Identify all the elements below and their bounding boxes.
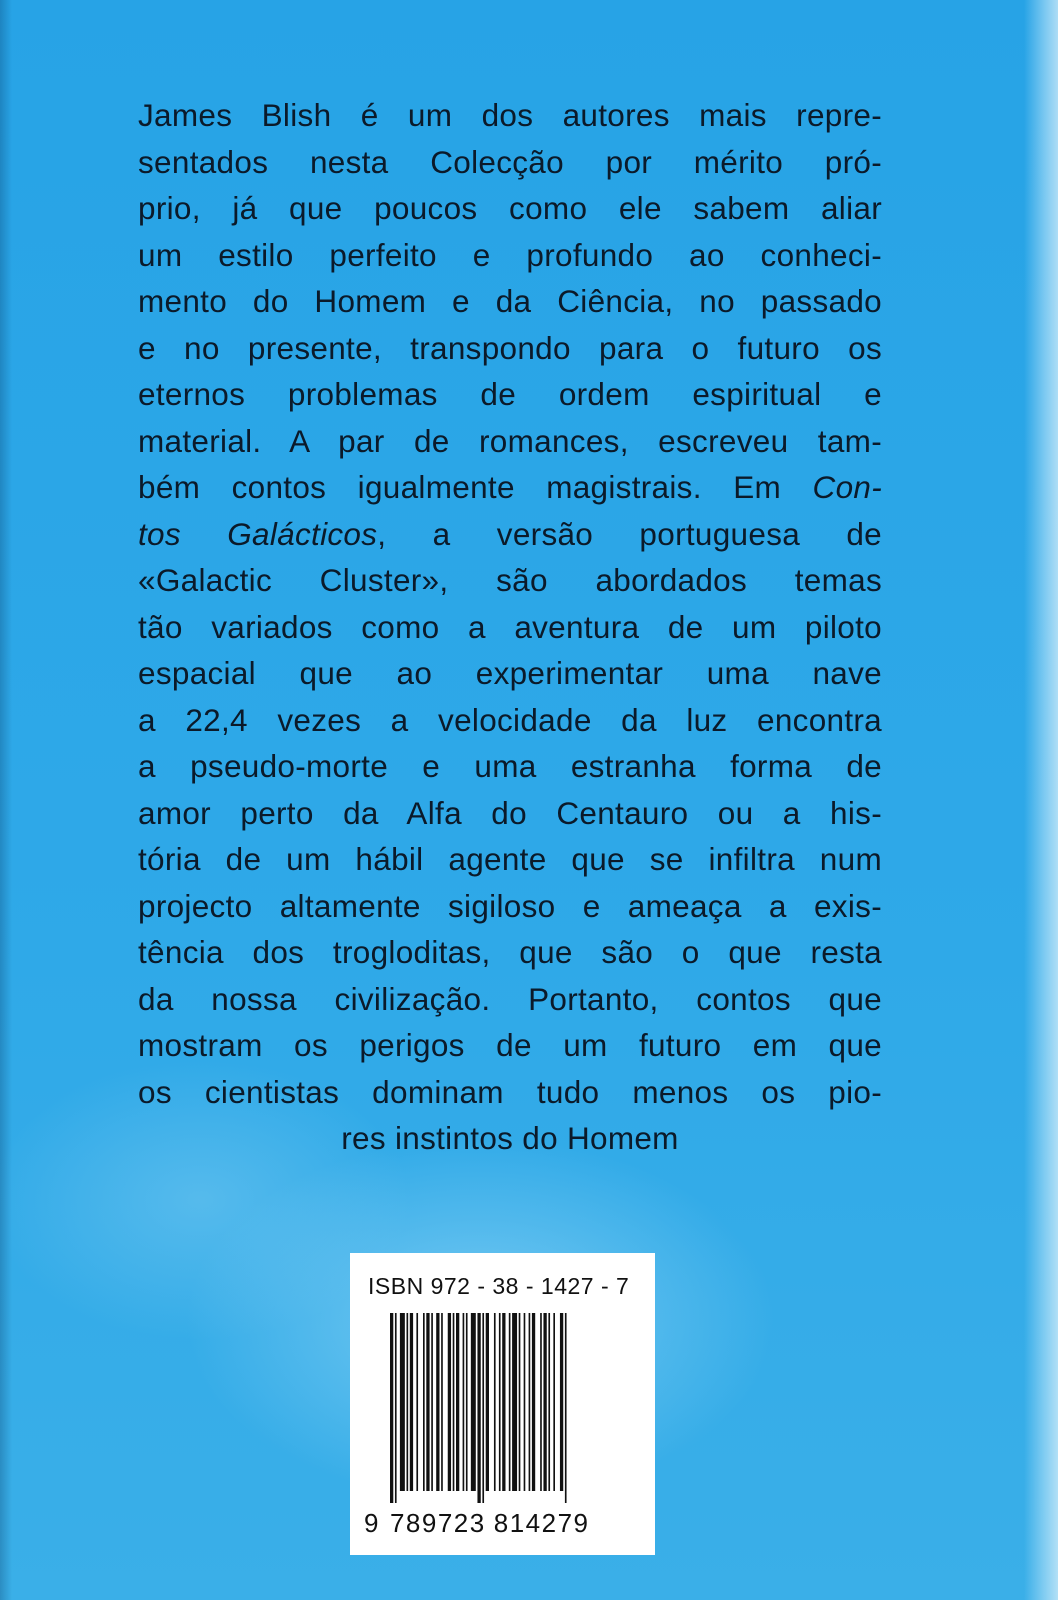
barcode-bar [565, 1313, 567, 1503]
barcode-bar [466, 1313, 468, 1491]
barcode-bar [431, 1313, 433, 1491]
barcode-icon [388, 1313, 638, 1503]
barcode-digits [364, 1508, 590, 1539]
blurb-line: e no presente, transpondo para o futuro os [138, 329, 882, 366]
blurb-line [138, 464, 882, 511]
barcode-bar [524, 1313, 526, 1491]
blurb-line: tência dos trogloditas, que são o que resta [138, 934, 882, 970]
barcode-bar [416, 1313, 418, 1491]
barcode-bar [519, 1313, 521, 1491]
barcode-bar [486, 1313, 489, 1491]
book-title-italic: tos Galácticos [138, 515, 378, 552]
blurb-line: «Galactic Cluster», são abordados temas [138, 562, 882, 598]
barcode-bar [494, 1313, 496, 1491]
barcode-digit-group-1: 789723 [389, 1508, 486, 1538]
barcode-bar [509, 1313, 511, 1491]
blurb-line-text: bém contos igualmente magistrais. Em [138, 469, 813, 505]
barcode-bar [410, 1313, 413, 1491]
barcode-bar [482, 1313, 484, 1503]
barcode-bar [456, 1313, 459, 1491]
blurb-line: um estilo perfeito e profundo ao conheci- [138, 236, 882, 273]
barcode-bar [502, 1313, 505, 1491]
blurb-line: material. A par de romances, escreveu tam- [138, 422, 882, 459]
blurb-line: da nossa civilização. Portanto, contos que [138, 980, 882, 1017]
barcode-bar [390, 1313, 393, 1503]
blurb-line: prio, já que poucos como ele sabem aliar [138, 190, 882, 226]
blurb-text [138, 92, 882, 1162]
barcode-bar [407, 1313, 409, 1491]
cover-right-edge-wear [1024, 0, 1058, 1600]
blurb-line [138, 511, 882, 558]
book-title-italic: Con- [812, 469, 882, 505]
barcode-bar [453, 1313, 455, 1491]
barcode-bar [548, 1313, 550, 1491]
barcode-digit-group-2: 814279 [493, 1508, 590, 1538]
barcode-bar [426, 1313, 429, 1491]
blurb-line: tão variados como a aventura de um piloto [138, 608, 882, 645]
barcode-bar [471, 1313, 476, 1491]
blurb-line: os cientistas dominam tudo menos os pio- [138, 1073, 882, 1110]
blurb-line: eternos problemas de ordem espiritual e [138, 376, 882, 412]
barcode-bar [441, 1313, 443, 1491]
isbn-barcode-label [350, 1253, 655, 1555]
barcode-bar [477, 1313, 480, 1503]
barcode-bar [532, 1313, 535, 1491]
barcode-bar [423, 1313, 425, 1491]
barcode-bar [436, 1313, 439, 1491]
blurb-line: a 22,4 vezes a velocidade da luz encontra [138, 701, 882, 738]
blurb-line: amor perto da Alfa do Centauro ou a his- [138, 794, 882, 831]
barcode-digit-lead: 9 [364, 1508, 380, 1538]
isbn-number: ISBN 972 - 38 - 1427 - 7 [368, 1273, 630, 1299]
barcode-bar [543, 1313, 546, 1491]
barcode-bar [553, 1313, 555, 1491]
blurb-line-text: , a versão portuguesa de [377, 515, 883, 552]
barcode-bar [395, 1313, 397, 1503]
blurb-line: mostram os perigos de um futuro em que [138, 1027, 882, 1063]
barcode-bar [463, 1313, 465, 1491]
barcode-bar [448, 1313, 451, 1491]
barcode-bar [512, 1313, 517, 1491]
blurb-line: sentados nesta Colecção por mérito pró- [138, 143, 882, 180]
cover-left-edge-shadow [0, 0, 12, 1600]
blurb-line: a pseudo-morte e uma estranha forma de [138, 748, 882, 784]
blurb-line-last: res instintos do Homem [341, 1120, 679, 1156]
barcode-bar [499, 1313, 501, 1491]
blurb-line: mento do Homem e da Ciência, no passado [138, 283, 882, 319]
barcode-bar [400, 1313, 405, 1491]
blurb-line: projecto altamente sigiloso e ameaça a exis- [138, 887, 882, 924]
barcode-bar [540, 1313, 542, 1491]
blurb-line: tória de um hábil agente que se infiltra num [138, 841, 882, 877]
barcode-bar [529, 1313, 531, 1491]
blurb-line: James Blish é um dos autores mais repre- [138, 97, 882, 133]
barcode-bar [560, 1313, 563, 1491]
blurb-line: espacial que ao experimentar uma nave [138, 655, 882, 691]
